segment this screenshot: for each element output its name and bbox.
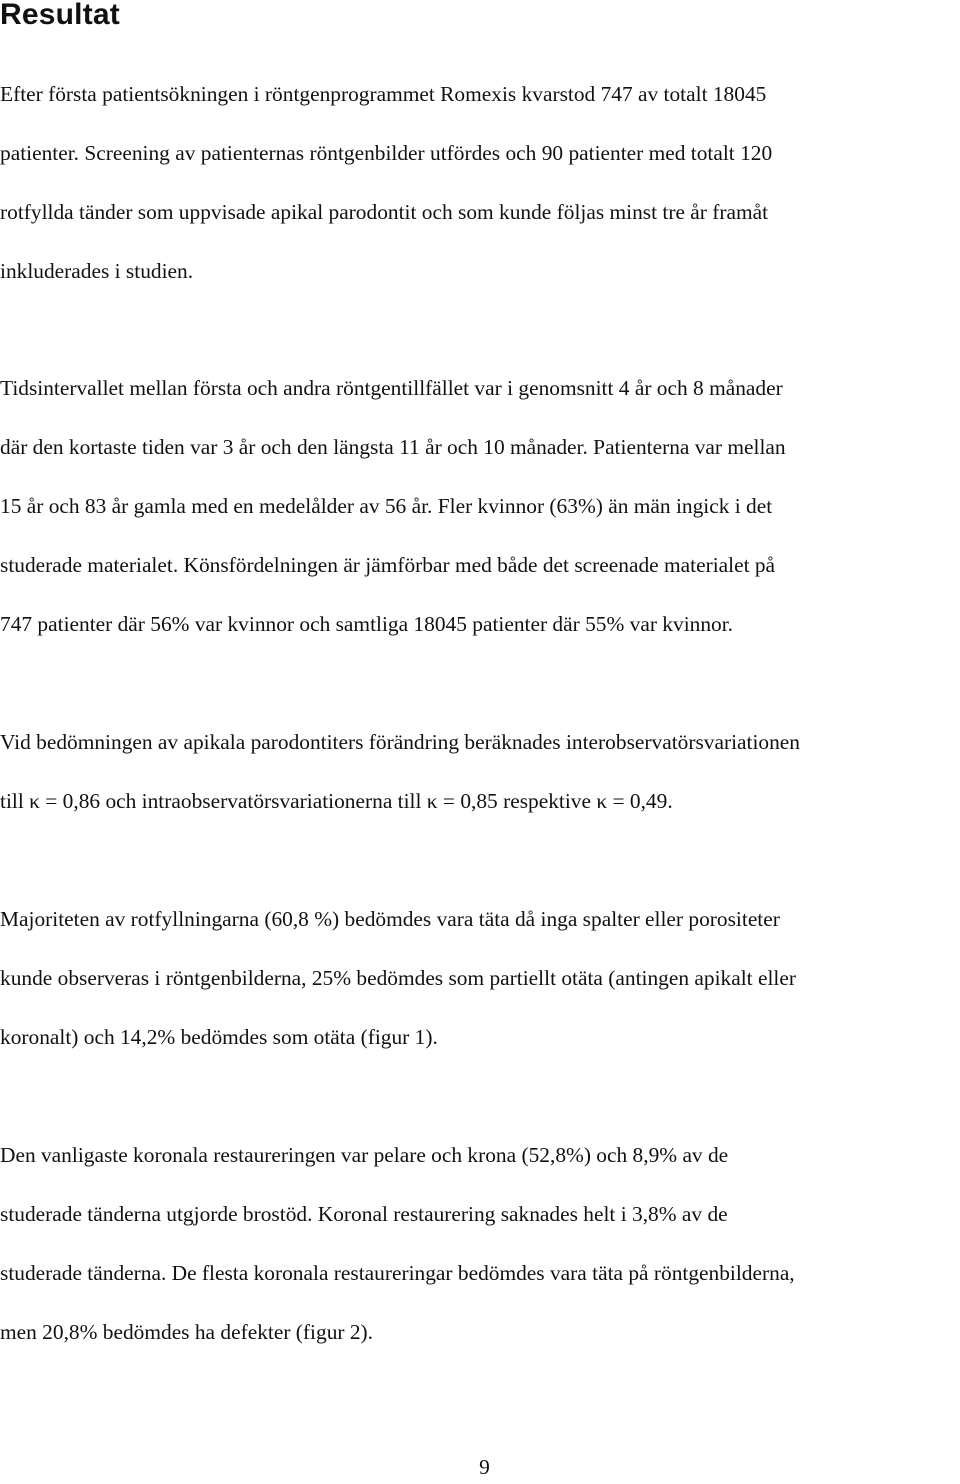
section-heading: Resultat <box>0 0 120 31</box>
paragraph-coronal-restorations <box>0 1126 960 1362</box>
text-line: 15 år och 83 år gamla med en medelålder av 56 år. Fler kvinnor (63%) än män ingick i det <box>0 494 773 518</box>
paragraph-root-fillings <box>0 890 960 1067</box>
text-line: Efter första patientsökningen i röntgenprogrammet Romexis kvarstod 747 av totalt 18045 <box>0 82 767 106</box>
text-line: studerade tänderna. De flesta koronala restaureringar bedömdes vara täta på röntgenbilderna, <box>0 1261 795 1285</box>
text-line: 747 patienter där 56% var kvinnor och samtliga 18045 patienter där 55% var kvinnor. <box>0 612 734 636</box>
paragraph-observer-variation <box>0 713 960 831</box>
text-line: Vid bedömningen av apikala parodontiters förändring beräknades interobservatörsvariationen <box>0 730 800 754</box>
paragraph-time-interval <box>0 359 960 654</box>
text-line: där den kortaste tiden var 3 år och den längsta 11 år och 10 månader. Patienterna var mellan <box>0 435 786 459</box>
paragraph-screening <box>0 65 960 301</box>
text-line: Den vanligaste koronala restaureringen var pelare och krona (52,8%) och 8,9% av de <box>0 1143 729 1167</box>
text-line: men 20,8% bedömdes ha defekter (figur 2). <box>0 1320 374 1344</box>
text-line: rotfyllda tänder som uppvisade apikal parodontit och som kunde följas minst tre år framåt <box>0 200 769 224</box>
text-line: studerade tänderna utgjorde brostöd. Koronal restaurering saknades helt i 3,8% av de <box>0 1202 728 1226</box>
page-number: 9 <box>479 1455 490 1479</box>
text-line: kunde observeras i röntgenbilderna, 25% bedömdes som partiellt otäta (antingen apikalt eller <box>0 966 796 990</box>
text-line: Tidsintervallet mellan första och andra röntgentillfället var i genomsnitt 4 år och 8 månader <box>0 376 783 400</box>
text-line: koronalt) och 14,2% bedömdes som otäta (figur 1). <box>0 1025 438 1049</box>
text-line: Majoriteten av rotfyllningarna (60,8 %) bedömdes vara täta då inga spalter eller porositeter <box>0 907 780 931</box>
text-line: studerade materialet. Könsfördelningen är jämförbar med både det screenade materialet på <box>0 553 776 577</box>
text-line: till κ = 0,86 och intraobservatörsvariationerna till κ = 0,85 respektive κ = 0,49. <box>0 789 673 813</box>
text-line: patienter. Screening av patienternas röntgenbilder utfördes och 90 patienter med totalt 120 <box>0 141 773 165</box>
text-line: inkluderades i studien. <box>0 259 194 283</box>
